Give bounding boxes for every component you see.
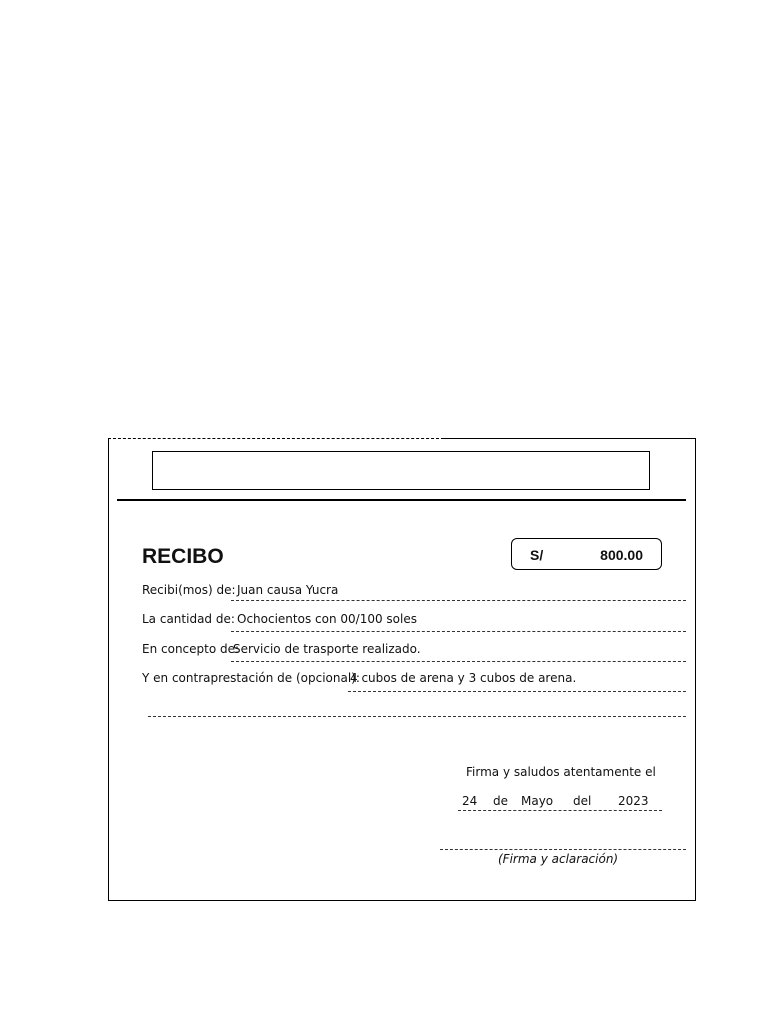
amount-words-value: Ochocientos con 00/100 soles [237,612,417,626]
concept-label: En concepto de: [142,642,240,656]
signature-line [440,849,686,850]
date-day: 24 [462,794,478,808]
currency-symbol: S/ [530,547,544,563]
date-de: de [493,794,508,808]
date-month: Mayo [521,794,554,808]
receipt-title: RECIBO [142,545,224,568]
in-exchange-label: Y en contraprestación de (opcional): [142,671,360,685]
concept-line [231,661,686,662]
in-exchange-value: 4 cubos de arena y 3 cubos de arena. [350,671,577,685]
signature-greeting: Firma y saludos atentamente el [466,765,656,779]
received-from-line [231,600,686,601]
in-exchange-line [348,691,686,692]
received-from-label: Recibi(mos) de: [142,583,236,597]
received-from-value: Juan causa Yucra [237,583,339,597]
date-line [458,810,662,811]
signature-caption: (Firma y aclaración) [498,852,619,866]
date-year: 2023 [618,794,649,808]
amount-box [511,538,662,570]
header-blank-box [152,451,650,490]
amount-words-line [231,631,686,632]
header-rule [117,499,686,501]
date-del: del [573,794,592,808]
amount-value: 800.00 [600,547,643,563]
extra-blank-line [148,716,686,717]
amount-words-label: La cantidad de: [142,612,235,626]
receipt-frame [108,439,696,901]
concept-value: Servicio de trasporte realizado. [233,642,421,656]
